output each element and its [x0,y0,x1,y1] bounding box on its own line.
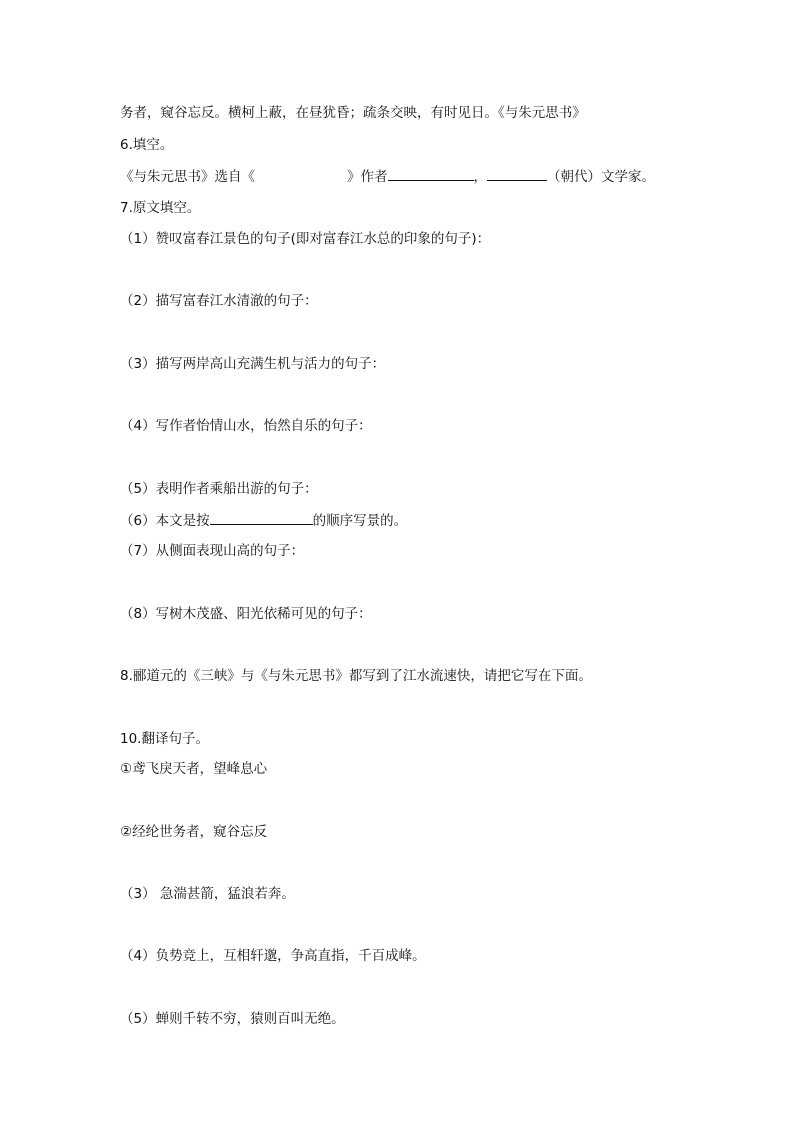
question-7-item-7: （7）从侧面表现山高的句子： [120,543,305,559]
q6-text-c: （朝代）文学家。 [547,169,655,185]
question-7-item-6 [120,511,407,530]
question-7-item-5: （5）表明作者乘船出游的句子： [120,481,318,497]
question-7-item-8: （8）写树木茂盛、阳光依稀可见的句子： [120,606,372,622]
question-10-title: 10.翻译句子。 [120,731,209,747]
question-6-title: 6.填空。 [120,137,174,153]
question-10-item-5: （5）蝉则千转不穷，猿则百叫无绝。 [120,1011,345,1027]
q6-author-blank[interactable] [388,167,474,181]
passage-excerpt: 务者，窥谷忘反。横柯上蔽，在昼犹昏；疏条交映，有时见日。《与朱元思书》 [120,105,586,121]
question-10-item-4: （4）负势竞上，互相轩邈，争高直指，千百成峰。 [120,948,426,964]
q6-text-a: 《与朱元思书》选自《 [120,169,255,185]
q7-6-order-blank[interactable] [210,511,313,525]
question-7-item-2: （2）描写富春江水清澈的句子： [120,293,318,309]
question-10-item-1: ①鸢飞戾天者，望峰息心 [120,761,268,777]
question-6-fill [120,167,655,186]
q6-dynasty-blank[interactable] [487,167,547,181]
question-8: 8.郦道元的《三峡》与《与朱元思书》都写到了江水流速快，请把它写在下面。 [120,668,592,684]
q6-comma: ， [473,169,487,185]
question-7-item-3: （3）描写两岸高山充满生机与活力的句子： [120,356,386,372]
question-10-item-3: （3） 急湍甚箭，猛浪若奔。 [120,886,295,902]
question-7-item-1: （1）赞叹富春江景色的句子(即对富春江水总的印象的句子)： [120,231,491,247]
q7-6-text-a: （6）本文是按 [120,513,210,529]
q6-text-b: 》作者 [347,169,388,185]
question-10-item-2: ②经纶世务者，窥谷忘反 [120,824,268,840]
question-7-item-4: （4）写作者怡情山水，怡然自乐的句子： [120,418,372,434]
question-7-title: 7.原文填空。 [120,200,201,216]
q7-6-text-b: 的顺序写景的。 [312,513,408,529]
